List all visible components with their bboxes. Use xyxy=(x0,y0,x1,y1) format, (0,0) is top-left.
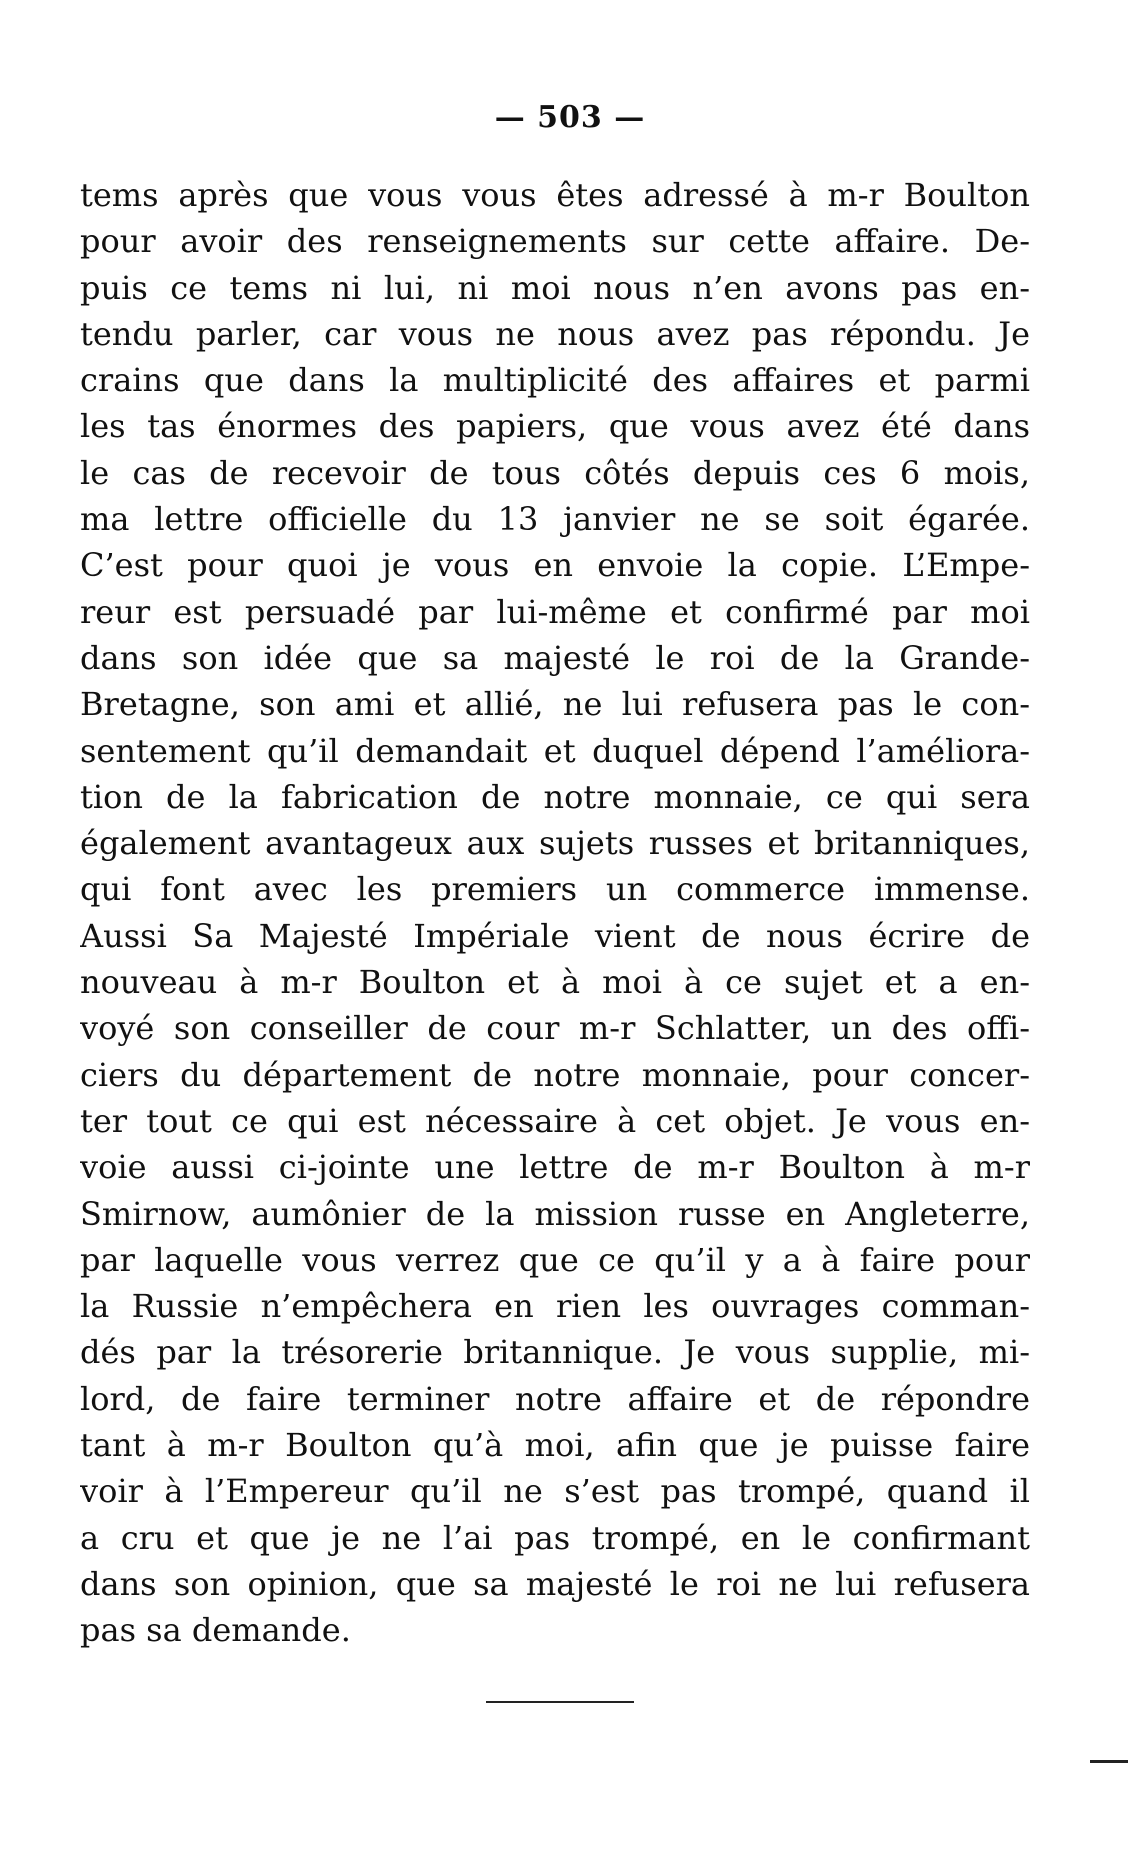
text-line: les tas énormes des papiers, que vous avez été dans xyxy=(80,407,1030,446)
text-line: dans son idée que sa majesté le roi de la Grande- xyxy=(80,638,1030,677)
text-line: Smirnow, aumônier de la mission russe en Angleterre, xyxy=(80,1194,1030,1233)
text-line: ciers du département de notre monnaie, pour concer- xyxy=(80,1055,1030,1094)
text-line: également avantageux aux sujets russes et britanniques, xyxy=(80,824,1030,863)
text-line: C’est pour quoi je vous en envoie la copie. L’Empe- xyxy=(80,546,1030,585)
text-line: la Russie n’empêchera en rien les ouvrages comman- xyxy=(80,1287,1030,1326)
text-line: sentement qu’il demandait et duquel dépend l’améliora- xyxy=(80,731,1030,770)
body-text xyxy=(80,172,1030,1654)
text-line: par laquelle vous verrez que ce qu’il y a à faire pour xyxy=(80,1240,1030,1279)
text-line: a cru et que je ne l’ai pas trompé, en le confirmant xyxy=(80,1518,1030,1557)
text-line: reur est persuadé par lui-même et confirmé par moi xyxy=(80,592,1030,631)
text-line: tion de la fabrication de notre monnaie, ce qui sera xyxy=(80,777,1030,816)
text-line: nouveau à m-r Boulton et à moi à ce sujet et a en- xyxy=(80,963,1030,1002)
text-line: pour avoir des renseignements sur cette affaire. De- xyxy=(80,222,1030,261)
text-line: tant à m-r Boulton qu’à moi, afin que je puisse faire xyxy=(80,1426,1030,1465)
text-line: tendu parler, car vous ne nous avez pas répondu. Je xyxy=(80,314,1030,353)
section-end-rule xyxy=(486,1701,634,1703)
page-number: — 503 — xyxy=(494,100,646,135)
text-line: dés par la trésorerie britannique. Je vous supplie, mi- xyxy=(80,1333,1030,1372)
text-line: ter tout ce qui est nécessaire à cet objet. Je vous en- xyxy=(80,1101,1030,1140)
text-line: le cas de recevoir de tous côtés depuis ces 6 mois, xyxy=(80,453,1030,492)
text-line: ma lettre officielle du 13 janvier ne se soit égarée. xyxy=(80,500,1030,539)
margin-dash-mark xyxy=(1090,1760,1128,1763)
text-line: Aussi Sa Majesté Impériale vient de nous écrire de xyxy=(80,916,1030,955)
text-line: crains que dans la multiplicité des affaires et parmi xyxy=(80,361,1030,400)
text-line: puis ce tems ni lui, ni moi nous n’en avons pas en- xyxy=(80,268,1030,307)
text-line: lord, de faire terminer notre affaire et de répondre xyxy=(80,1379,1030,1418)
text-line: voie aussi ci-jointe une lettre de m-r Boulton à m-r xyxy=(80,1148,1030,1187)
text-line-last: pas sa demande. xyxy=(80,1611,351,1650)
text-line: qui font avec les premiers un commerce immense. xyxy=(80,870,1030,909)
text-line: tems après que vous vous êtes adressé à m-r Boulton xyxy=(80,176,1030,214)
text-line: voyé son conseiller de cour m-r Schlatter, un des offi- xyxy=(80,1009,1030,1048)
text-line: Bretagne, son ami et allié, ne lui refusera pas le con- xyxy=(80,685,1030,724)
text-line: voir à l’Empereur qu’il ne s’est pas trompé, quand il xyxy=(80,1472,1030,1511)
text-line: dans son opinion, que sa majesté le roi ne lui refusera xyxy=(80,1564,1030,1603)
